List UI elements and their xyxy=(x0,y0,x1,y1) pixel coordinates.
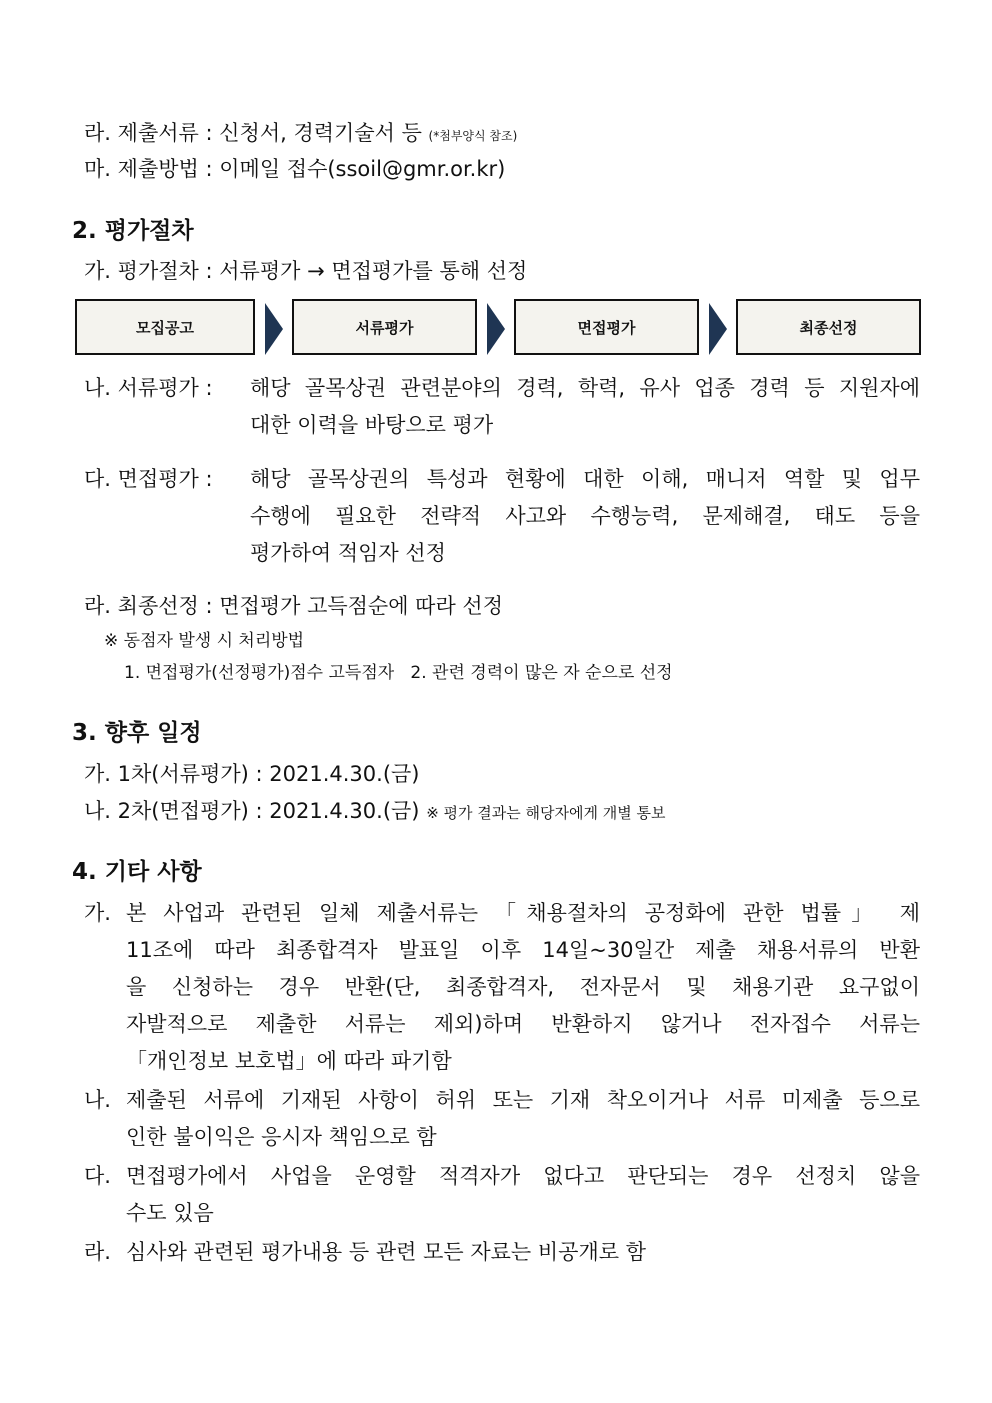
interview-line-3: 평가하여 적임자 선정 xyxy=(250,541,446,565)
etc-item-1-line-3: 을 신청하는 경우 반환(단, 최종합격자, 전자문서 및 채용기관 요구없이 xyxy=(126,975,920,999)
doc-eval-line-1: 해당 골목상권 관련분야의 경력, 학력, 유사 업종 경력 등 지원자에 xyxy=(250,376,920,400)
result-notice: ※ 평가 결과는 해당자에게 개별 통보 xyxy=(426,804,666,822)
section-2-heading: 2. 평가절차 xyxy=(72,218,194,244)
doc-eval-label: 나. 서류평가 : xyxy=(84,376,213,400)
attachment-note: (*첨부양식 참조) xyxy=(428,129,518,143)
section-4-heading: 4. 기타 사항 xyxy=(72,859,202,885)
doc-eval-line-2: 대한 이력을 바탕으로 평가 xyxy=(250,413,494,437)
interview-line-2: 수행에 필요한 전략적 사고와 수행능력, 문제해결, 태도 등을 xyxy=(250,504,920,528)
flow-arrow-icon xyxy=(265,303,283,355)
etc-item-1-line-4: 자발적으로 제출한 서류는 제외)하며 반환하지 않거나 전자접수 서류는 xyxy=(126,1012,920,1036)
final-line: 라. 최종선정 : 면접평가 고득점순에 따라 선정 xyxy=(84,594,503,618)
etc-item-marker: 가. xyxy=(84,901,111,925)
etc-item-2-line-2: 인한 불이익은 응시자 책임으로 함 xyxy=(126,1125,437,1149)
etc-item-2-line-1: 제출된 서류에 기재된 사항이 허위 또는 기재 착오이거나 서류 미제출 등으로 xyxy=(126,1088,920,1112)
submit-docs-line: 라. 제출서류 : 신청서, 경력기술서 등 (*첨부양식 참조) xyxy=(84,121,518,145)
flow-step-recruit: 모집공고 xyxy=(75,299,255,355)
schedule-second: 나. 2차(면접평가) : 2021.4.30.(금) ※ 평가 결과는 해당자에게 개별 통보 xyxy=(84,799,666,823)
etc-item-4-line-1: 심사와 관련된 평가내용 등 관련 모든 자료는 비공개로 함 xyxy=(126,1240,646,1264)
procedure-line: 가. 평가절차 : 서류평가 → 면접평가를 통해 선정 xyxy=(84,259,528,283)
flow-arrow-icon xyxy=(709,303,727,355)
etc-item-marker: 나. xyxy=(84,1088,111,1112)
interview-label: 다. 면접평가 : xyxy=(84,467,213,491)
etc-item-3-line-1: 면접평가에서 사업을 운영할 적격자가 없다고 판단되는 경우 선정치 않을 xyxy=(126,1164,920,1188)
section-3-heading: 3. 향후 일정 xyxy=(72,720,202,746)
interview-line-1: 해당 골목상권의 특성과 현황에 대한 이해, 매니저 역할 및 업무 xyxy=(250,467,920,491)
schedule-first: 가. 1차(서류평가) : 2021.4.30.(금) xyxy=(84,762,420,786)
flow-arrow-icon xyxy=(487,303,505,355)
flow-step-final: 최종선정 xyxy=(736,299,921,355)
tie-rules: 1. 면접평가(선정평가)점수 고득점자 2. 관련 경력이 많은 자 순으로 선정 xyxy=(124,663,673,683)
etc-item-1-line-2: 11조에 따라 최종합격자 발표일 이후 14일~30일간 제출 채용서류의 반환 xyxy=(126,938,920,962)
etc-item-marker: 라. xyxy=(84,1240,111,1264)
tie-note: ※ 동점자 발생 시 처리방법 xyxy=(104,631,305,651)
etc-item-3-line-2: 수도 있음 xyxy=(126,1201,214,1225)
flow-step-interview: 면접평가 xyxy=(514,299,699,355)
etc-item-1-line-5: 「개인정보 보호법」에 따라 파기함 xyxy=(126,1049,452,1073)
etc-item-1-line-1: 본 사업과 관련된 일체 제출서류는 「채용절차의 공정화에 관한 법률」 제 xyxy=(126,901,920,925)
submit-method-line: 마. 제출방법 : 이메일 접수(ssoil@gmr.or.kr) xyxy=(84,157,506,181)
etc-item-marker: 다. xyxy=(84,1164,111,1188)
flow-step-doc-eval: 서류평가 xyxy=(292,299,477,355)
